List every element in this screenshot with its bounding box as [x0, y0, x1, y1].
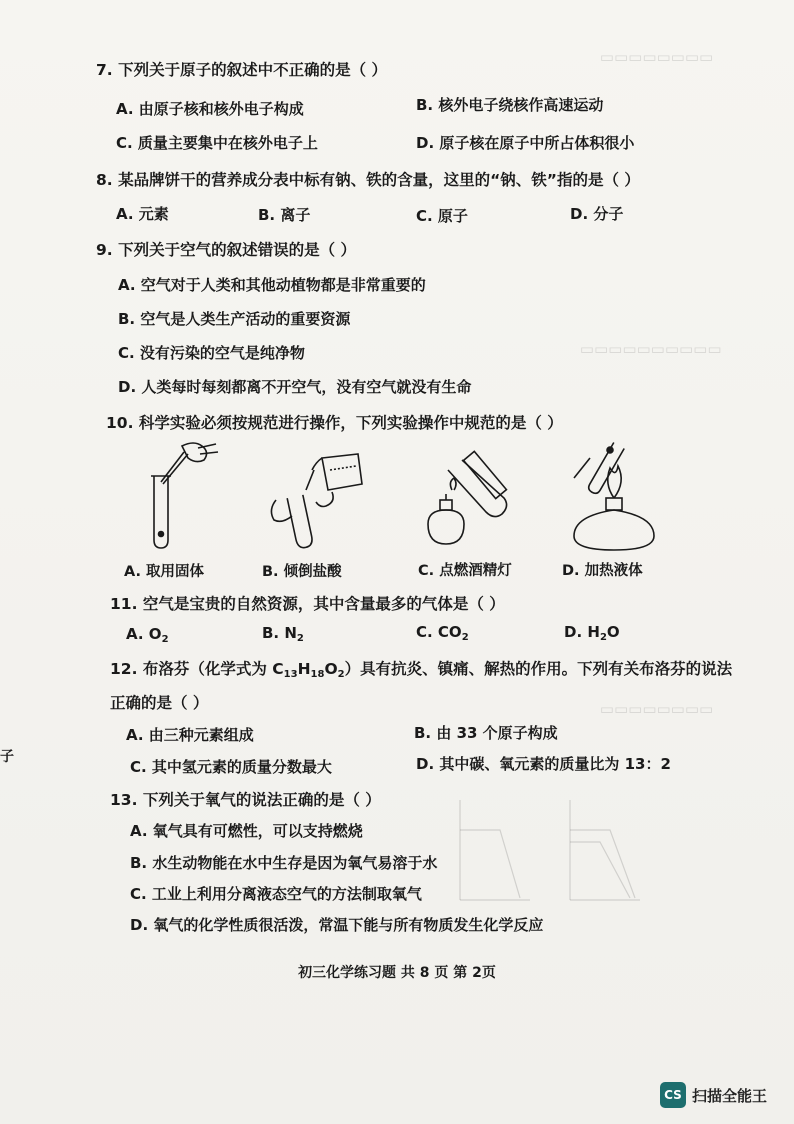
q13-option-c: C. 工业上利用分离液态空气的方法制取氧气 — [130, 885, 422, 903]
question-7: 7. 下列关于原子的叙述中不正确的是（ ） — [96, 61, 387, 79]
bleed-through-1: ▭▭▭▭▭▭▭▭ — [600, 48, 714, 66]
question-13: 13. 下列关于氧气的说法正确的是（ ） — [110, 791, 381, 809]
q7-option-a: A. 由原子核和核外电子构成 — [116, 100, 304, 118]
q10-option-a: A. 取用固体 — [124, 564, 205, 580]
figure-heat-liquid — [560, 438, 670, 554]
q11-option-d: D. $H_2O$ — [564, 623, 620, 643]
camscanner-logo-icon: CS — [660, 1082, 686, 1108]
scanner-watermark — [660, 1082, 767, 1108]
q10-option-c: C. 点燃酒精灯 — [418, 563, 512, 579]
bleed-through-3: ▭▭▭▭▭▭▭▭ — [600, 700, 714, 718]
q13-option-d: D. 氧气的化学性质很活泼，常温下能与所有物质发生化学反应 — [130, 916, 544, 934]
q8-option-c: C. 原子 — [416, 207, 468, 225]
bleed-through-graphs — [440, 790, 660, 910]
q13-option-b: B. 水生动物能在水中生存是因为氧气易溶于水 — [130, 854, 438, 872]
q8-option-b: B. 离子 — [258, 206, 311, 224]
figure-light-lamp — [418, 440, 528, 552]
q12-option-d: D. 其中碳、氧元素的质量比为 13：2 — [416, 755, 671, 773]
q7-option-d: D. 原子核在原子中所占体积很小 — [416, 134, 635, 152]
bleed-through-2: ▭▭▭▭▭▭▭▭▭▭ — [580, 340, 722, 358]
page-footer: 初三化学练习题 共 8 页 第 2页 — [298, 965, 496, 981]
q11-option-c: C. $CO_2$ — [416, 623, 469, 643]
question-12: 12. 布洛芬（化学式为 $C_{13}H_{18}O_2$）具有抗炎、镇痛、解热的作用。下列有关布洛芬的说法 — [110, 660, 733, 680]
figure-take-solid — [136, 436, 226, 550]
question-9: 9. 下列关于空气的叙述错误的是（ ） — [96, 241, 356, 259]
q7-option-b: B. 核外电子绕核作高速运动 — [416, 96, 604, 114]
question-8: 8. 某品牌饼干的营养成分表中标有钠、铁的含量，这里的“钠、铁”指的是（ ） — [96, 171, 640, 189]
q9-option-b: B. 空气是人类生产活动的重要资源 — [118, 310, 351, 328]
q8-option-d: D. 分子 — [570, 205, 624, 223]
edge-character: 子 — [0, 749, 14, 765]
q13-option-a: A. 氧气具有可燃性，可以支持燃烧 — [130, 822, 363, 840]
question-12-line2: 正确的是（ ） — [110, 694, 209, 712]
q9-option-a: A. 空气对于人类和其他动植物都是非常重要的 — [118, 276, 426, 294]
q8-option-a: A. 元素 — [116, 205, 169, 223]
q12-option-b: B. 由 33 个原子构成 — [414, 724, 558, 742]
q10-option-b: B. 倾倒盐酸 — [262, 564, 342, 580]
q12-option-c: C. 其中氢元素的质量分数最大 — [130, 758, 332, 776]
question-11: 11. 空气是宝贵的自然资源，其中含量最多的气体是（ ） — [110, 595, 505, 613]
q10-option-d: D. 加热液体 — [562, 563, 643, 579]
watermark-text: 扫描全能王 — [692, 1086, 768, 1105]
q7-option-c: C. 质量主要集中在核外电子上 — [116, 134, 318, 152]
figure-pour-acid — [262, 440, 372, 552]
q12-option-a: A. 由三种元素组成 — [126, 726, 254, 744]
q9-option-d: D. 人类每时每刻都离不开空气，没有空气就没有生命 — [118, 378, 472, 396]
q9-option-c: C. 没有污染的空气是纯净物 — [118, 344, 305, 362]
question-10: 10. 科学实验必须按规范进行操作，下列实验操作中规范的是（ ） — [106, 414, 563, 432]
q11-option-a: A. $O_2$ — [126, 625, 169, 645]
q11-option-b: B. $N_2$ — [262, 624, 304, 644]
